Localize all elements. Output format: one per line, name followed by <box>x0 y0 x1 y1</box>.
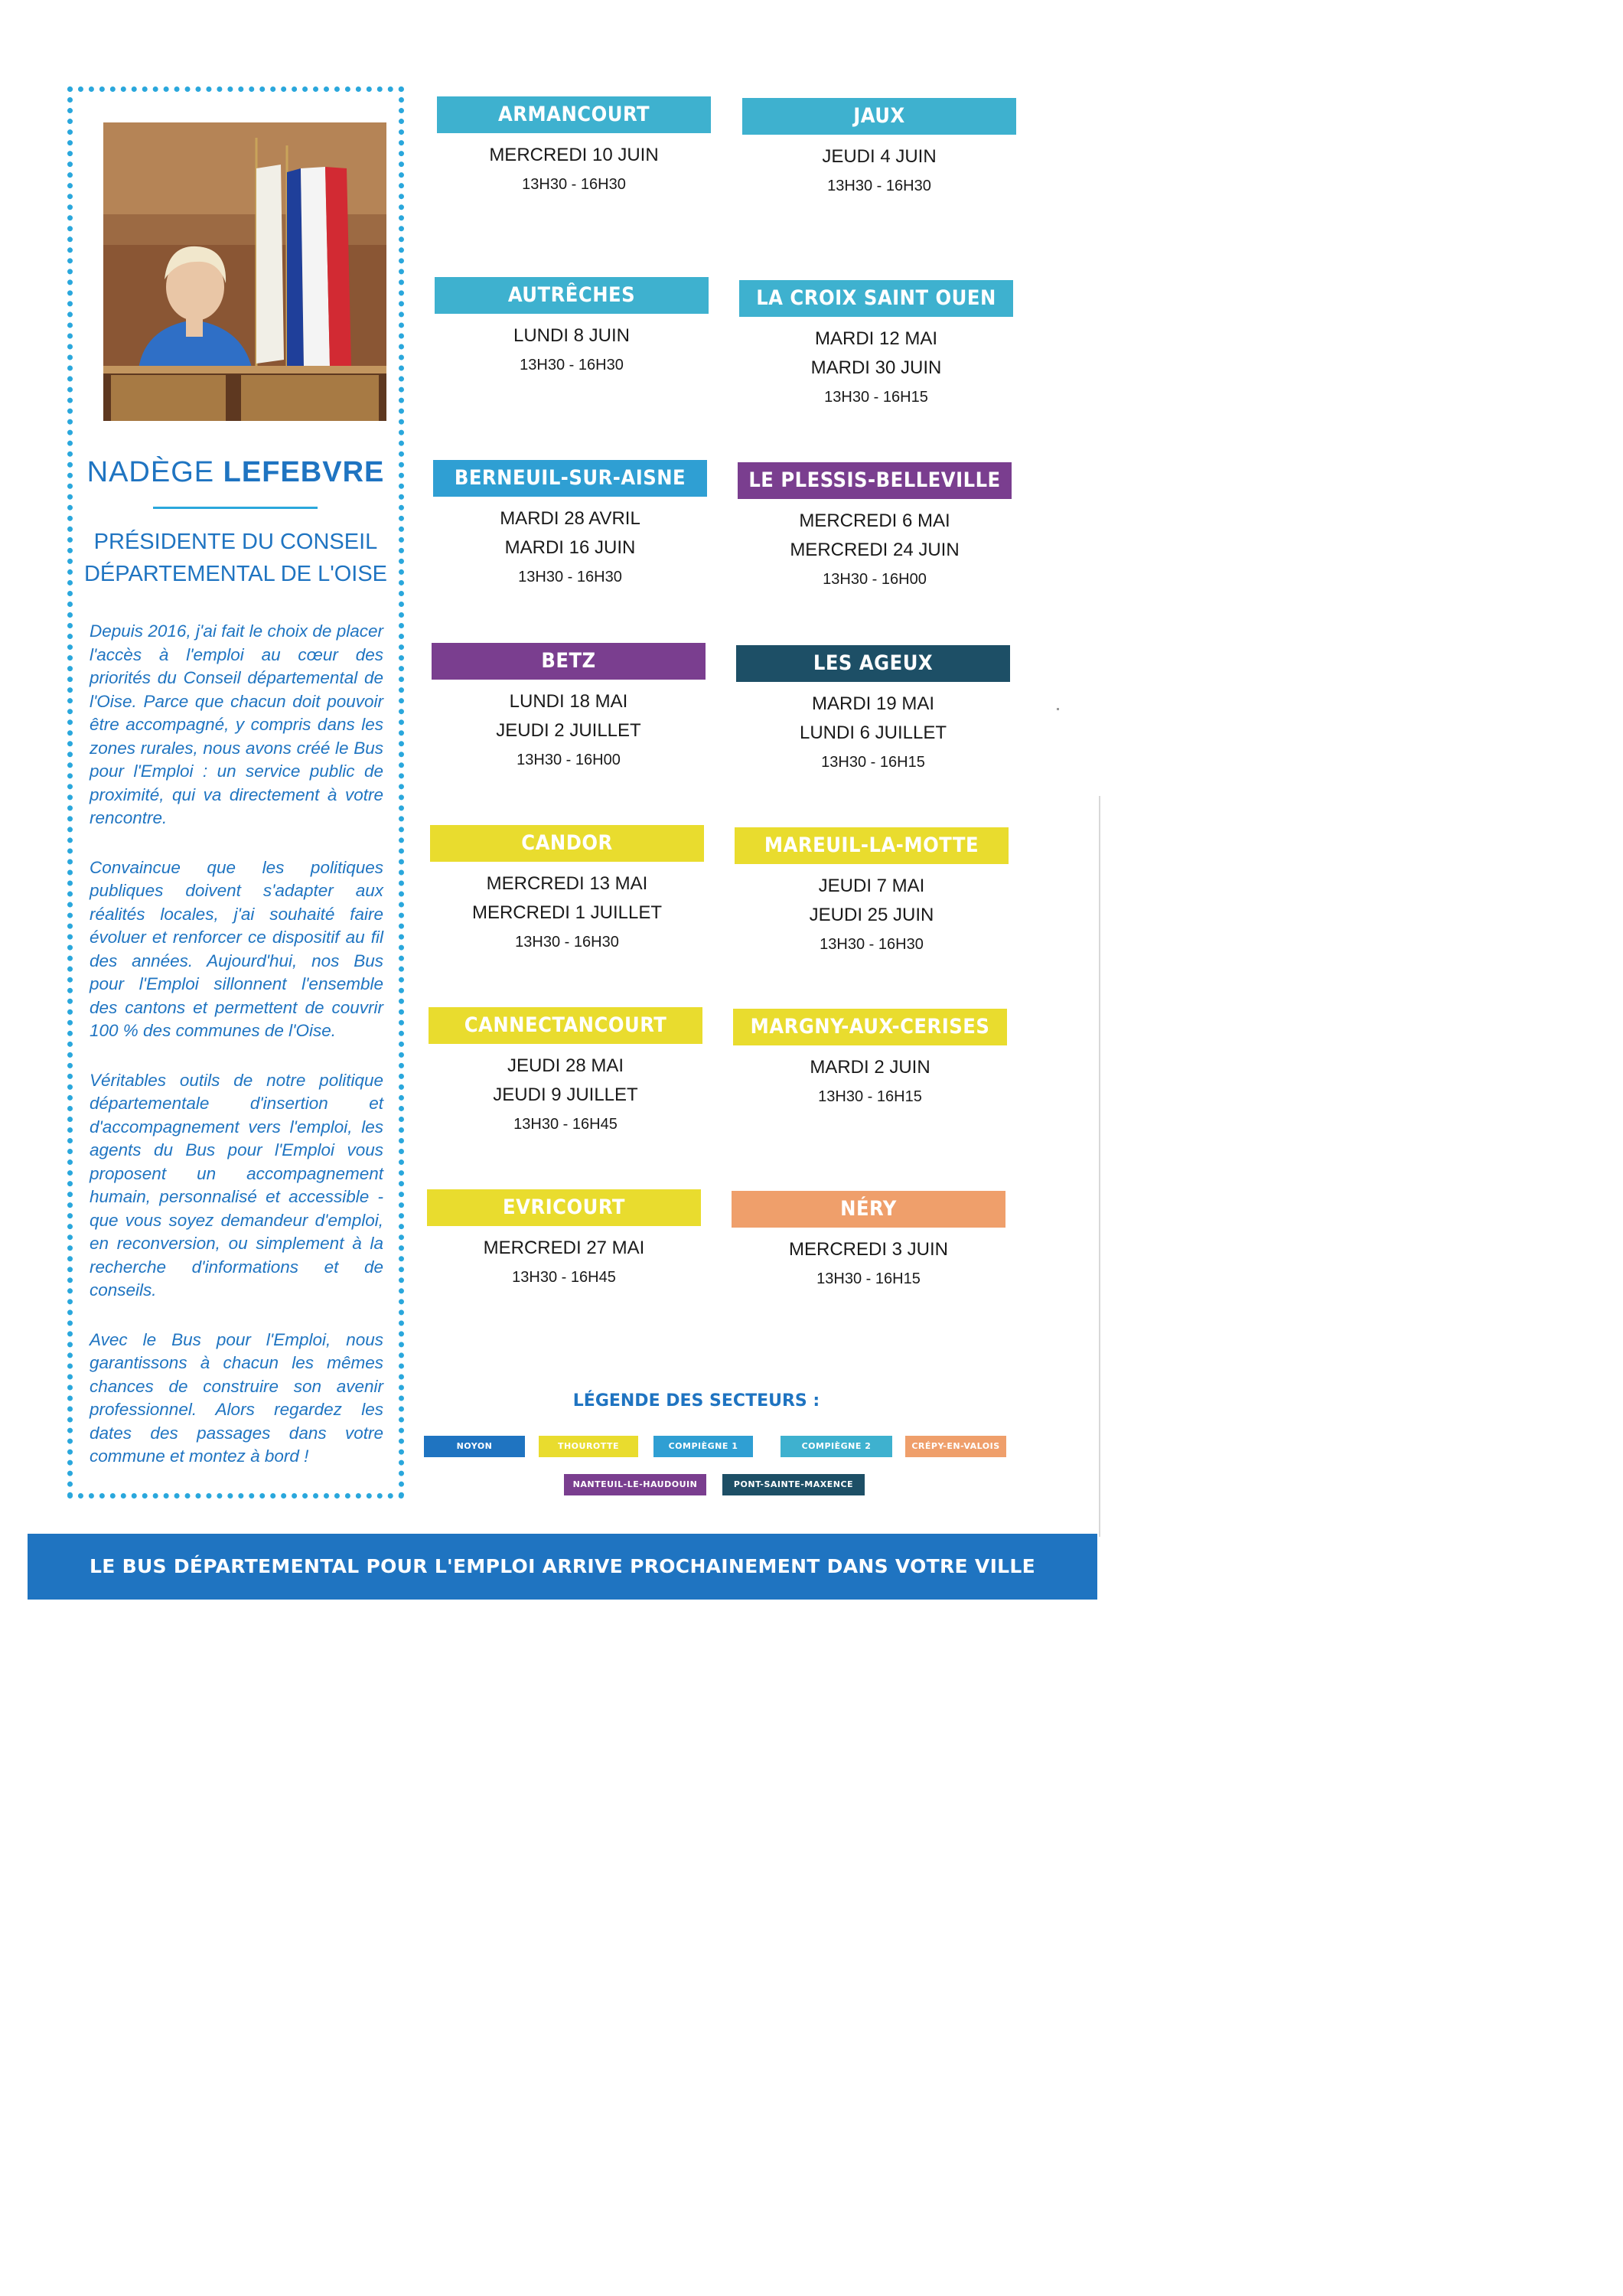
scan-artifact-line <box>1099 796 1100 1537</box>
visit-hours: 13H30 - 16H30 <box>520 357 624 373</box>
visit-date: MARDI 28 AVRIL <box>500 508 640 529</box>
visit-date: LUNDI 8 JUIN <box>513 325 631 346</box>
president-role <box>80 526 391 590</box>
town-card-autreches <box>435 277 709 380</box>
visit-date: JEUDI 9 JUILLET <box>493 1084 638 1105</box>
visit-date: JEUDI 28 MAI <box>507 1055 624 1076</box>
town-name: LE PLESSIS-BELLEVILLE <box>738 462 1012 499</box>
name-divider <box>153 507 318 509</box>
town-name: JAUX <box>742 98 1016 135</box>
president-message-panel <box>67 86 404 1499</box>
town-name: AUTRÊCHES <box>435 277 709 314</box>
town-dates <box>432 680 706 775</box>
visit-hours: 13H30 - 16H30 <box>827 178 931 194</box>
visit-date: MERCREDI 6 MAI <box>799 510 950 531</box>
visit-hours: 13H30 - 16H30 <box>820 936 924 953</box>
visit-date: MARDI 12 MAI <box>814 328 938 349</box>
town-card-berneuil-sur-aisne <box>433 460 707 592</box>
legend-item-compiegne-2: COMPIÈGNE 2 <box>781 1436 892 1457</box>
town-dates <box>427 1226 701 1292</box>
legend-item-crepy-en-valois: CRÉPY-EN-VALOIS <box>905 1436 1006 1457</box>
legend-item-thourotte: THOUROTTE <box>539 1436 638 1457</box>
town-dates <box>733 1045 1007 1111</box>
scan-artifact-dot <box>1057 708 1059 710</box>
town-dates <box>435 314 709 380</box>
town-card-mareuil-la-motte <box>735 827 1009 959</box>
town-name: CANNECTANCOURT <box>429 1007 702 1044</box>
town-card-jaux <box>742 98 1016 201</box>
town-name: BERNEUIL-SUR-AISNE <box>433 460 707 497</box>
town-card-margny-aux-cerises <box>733 1009 1007 1111</box>
town-name: CANDOR <box>430 825 704 862</box>
visit-hours: 13H30 - 16H45 <box>513 1116 618 1133</box>
town-card-nery <box>732 1191 1005 1293</box>
town-dates <box>429 1044 702 1139</box>
town-name: BETZ <box>432 643 706 680</box>
visit-hours: 13H30 - 16H00 <box>517 752 621 768</box>
town-dates <box>437 133 711 199</box>
legend-item-nanteuil-le-haudouin: NANTEUIL-LE-HAUDOUIN <box>564 1474 706 1495</box>
role-line-1: PRÉSIDENTE DU CONSEIL <box>93 530 378 554</box>
town-card-betz <box>432 643 706 775</box>
town-dates <box>732 1228 1005 1293</box>
town-name: LA CROIX SAINT OUEN <box>739 280 1013 317</box>
visit-hours: 13H30 - 16H45 <box>512 1269 616 1286</box>
visit-date: JEUDI 2 JUILLET <box>496 720 641 741</box>
visit-date: MERCREDI 13 MAI <box>486 873 648 894</box>
visit-date: MARDI 30 JUIN <box>810 357 942 378</box>
message-paragraph: Avec le Bus pour l'Emploi, nous garantissons à chacun les mêmes chances de construire son avenir professionnel. Alors regardez les dates des passages dans votre commune et montez à bord ! <box>90 1329 383 1466</box>
visit-hours: 13H30 - 16H15 <box>821 754 925 771</box>
town-name: LES AGEUX <box>736 645 1010 682</box>
town-card-evricourt <box>427 1189 701 1292</box>
visit-date: JEUDI 4 JUIN <box>822 146 937 167</box>
town-card-cannectancourt <box>429 1007 702 1139</box>
visit-hours: 13H30 - 16H15 <box>816 1270 921 1287</box>
visit-date: JEUDI 25 JUIN <box>809 905 934 925</box>
role-line-2: DÉPARTEMENTAL DE L'OISE <box>83 562 388 586</box>
visit-date: MARDI 16 JUIN <box>504 537 636 558</box>
town-name: ARMANCOURT <box>437 96 711 133</box>
visit-date: MARDI 19 MAI <box>811 693 935 714</box>
visit-date: JEUDI 7 MAI <box>818 876 925 896</box>
visit-date: LUNDI 18 MAI <box>509 691 628 712</box>
message-paragraph: Véritables outils de notre politique départementale d'insertion et d'accompagnement vers l'emploi, les agents du Bus pour l'Emploi vous proposent un accompagnement humain, personnalisé et accessible - que vous soyez demandeur d'emploi, en reconversion, ou simplement à la recherche d'informations et de conseils. <box>90 1070 383 1300</box>
visit-hours: 13H30 - 16H30 <box>515 934 619 951</box>
town-name: NÉRY <box>732 1191 1005 1228</box>
visit-date: LUNDI 6 JUILLET <box>799 722 947 743</box>
visit-hours: 13H30 - 16H15 <box>818 1088 922 1105</box>
visit-hours: 13H30 - 16H30 <box>522 176 626 193</box>
visit-date: MERCREDI 3 JUIN <box>788 1239 949 1260</box>
town-card-les-ageux <box>736 645 1010 777</box>
town-dates <box>736 682 1010 777</box>
visit-date: MERCREDI 24 JUIN <box>790 540 960 560</box>
town-name: MARGNY-AUX-CERISES <box>733 1009 1007 1045</box>
president-portrait-image <box>103 122 386 421</box>
town-dates <box>739 317 1013 412</box>
town-dates <box>735 864 1009 959</box>
visit-hours: 13H30 - 16H30 <box>518 569 622 585</box>
town-dates <box>433 497 707 592</box>
portrait-illustration <box>103 122 386 421</box>
legend-item-noyon: NOYON <box>424 1436 525 1457</box>
visit-hours: 13H30 - 16H15 <box>824 389 928 406</box>
legend-item-pont-sainte-maxence: PONT-SAINTE-MAXENCE <box>722 1474 865 1495</box>
town-dates <box>738 499 1012 594</box>
town-card-le-plessis-belleville <box>738 462 1012 594</box>
town-card-armancourt <box>437 96 711 199</box>
president-name <box>73 456 399 489</box>
town-dates <box>742 135 1016 201</box>
town-name: MAREUIL-LA-MOTTE <box>735 827 1009 864</box>
visit-hours: 13H30 - 16H00 <box>823 571 927 588</box>
visit-date: MERCREDI 10 JUIN <box>489 145 659 165</box>
visit-date: MERCREDI 1 JUILLET <box>471 902 663 923</box>
town-card-la-croix-saint-ouen <box>739 280 1013 412</box>
president-last-name: LEFEBVRE <box>223 456 385 488</box>
town-dates <box>430 862 704 957</box>
president-first-name: NADÈGE <box>86 456 215 488</box>
message-paragraph: Convaincue que les politiques publiques doivent s'adapter aux réalités locales, j'ai souhaité faire évoluer et renforcer ce dispositif au fil des années. Aujourd'hui, nos Bus pour l'Emploi sillonnent l'ensemble des cantons et permettent de couvrir 100 % des communes de l'Oise. <box>90 857 383 1040</box>
message-paragraph: Depuis 2016, j'ai fait le choix de placer l'accès à l'emploi au cœur des priorités du Conseil départemental de l'Oise. Parce que chacun doit pouvoir être accompagné, y compris dans les zones rurales, nous avons créé le Bus pour l'Emploi : un service public de proximité, qui va directement à votre rencontre. <box>90 621 383 827</box>
visit-date: MERCREDI 27 MAI <box>483 1238 645 1258</box>
legend-title: LÉGENDE DES SECTEURS : <box>572 1391 820 1411</box>
town-card-candor <box>430 825 704 957</box>
visit-date: MARDI 2 JUIN <box>810 1057 930 1078</box>
legend-item-compiegne-1: COMPIÈGNE 1 <box>653 1436 753 1457</box>
footer-banner: LE BUS DÉPARTEMENTAL POUR L'EMPLOI ARRIVE PROCHAINEMENT DANS VOTRE VILLE <box>28 1534 1097 1600</box>
president-message <box>90 620 383 1495</box>
town-name: EVRICOURT <box>427 1189 701 1226</box>
